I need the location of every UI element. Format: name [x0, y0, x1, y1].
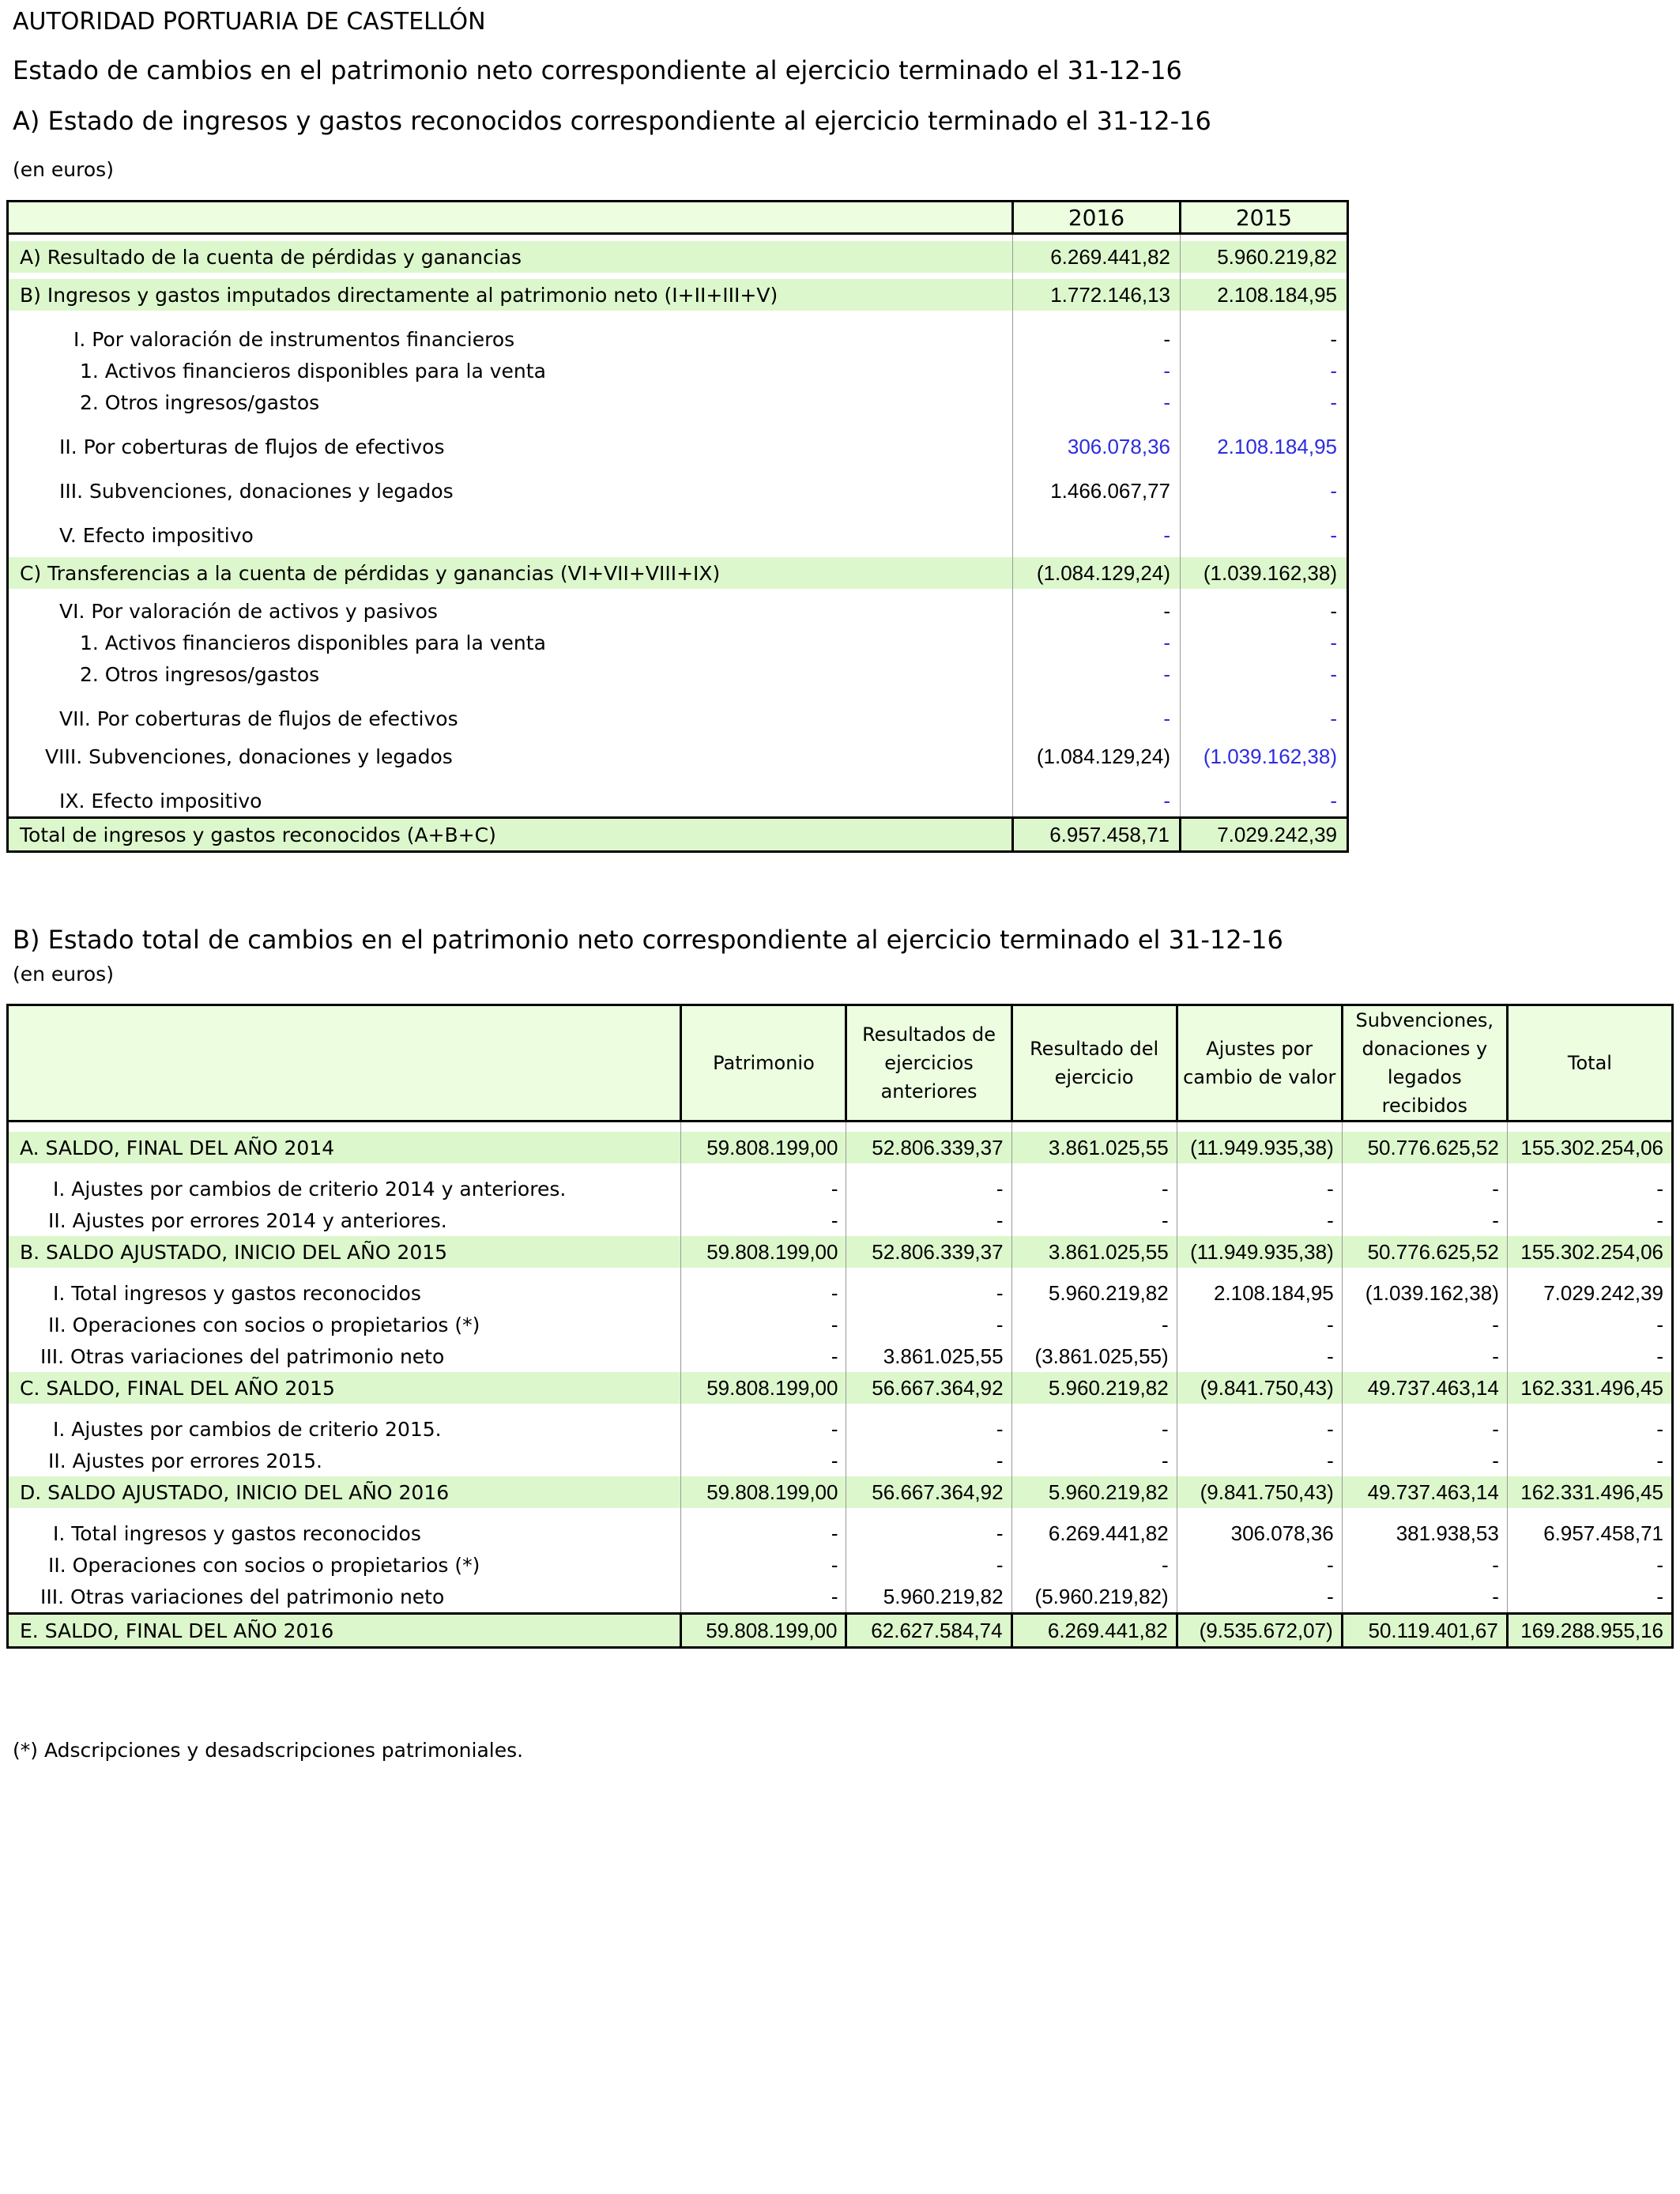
table-header-row: [8, 1005, 1673, 1122]
value-cell: 59.808.199,00: [681, 1236, 846, 1268]
value-cell: -: [1011, 1413, 1177, 1445]
value-cell: 155.302.254,06: [1507, 1236, 1672, 1268]
value-2015: 2.108.184,95: [1181, 279, 1348, 311]
value-cell: 3.861.025,55: [1011, 1236, 1177, 1268]
value-cell: 56.667.364,92: [846, 1476, 1011, 1508]
equity-changes-table: [6, 1004, 1674, 1649]
table-row: [8, 386, 1348, 418]
value-2015: (1.039.162,38): [1181, 557, 1348, 589]
value-cell: 50.776.625,52: [1342, 1236, 1507, 1268]
table-header-row: [8, 202, 1348, 234]
value-2015: (1.039.162,38): [1181, 741, 1348, 772]
value-cell: 162.331.496,45: [1507, 1476, 1672, 1508]
value-cell: -: [1507, 1549, 1672, 1581]
value-cell: (1.039.162,38): [1342, 1277, 1507, 1309]
value-2016: (1.084.129,24): [1013, 741, 1181, 772]
value-cell: -: [846, 1413, 1011, 1445]
value-2015: 7.029.242,39: [1181, 818, 1348, 852]
value-2015: -: [1181, 519, 1348, 551]
column-header: Resultados de ejercicios anteriores: [846, 1005, 1011, 1122]
value-2016: -: [1013, 386, 1181, 418]
table-row: [8, 355, 1348, 386]
value-2016: 6.957.458,71: [1013, 818, 1181, 852]
value-cell: (11.949.935,38): [1177, 1236, 1342, 1268]
footnote: (*) Adscripciones y desadscripciones patrimoniales.: [13, 1739, 524, 1762]
table-row: [8, 1204, 1673, 1236]
value-cell: -: [1342, 1445, 1507, 1476]
row-label: 1. Activos financieros disponibles para la venta: [80, 359, 546, 383]
value-cell: -: [846, 1445, 1011, 1476]
value-cell: 2.108.184,95: [1177, 1277, 1342, 1309]
table-row: [8, 519, 1348, 551]
table-row: [8, 323, 1348, 355]
header-blank-cell: [8, 202, 1013, 234]
value-cell: -: [1177, 1173, 1342, 1204]
column-header: Resultado del ejercicio: [1011, 1005, 1177, 1122]
row-label: VII. Por coberturas de flujos de efectivos: [59, 707, 458, 730]
row-label: IX. Efecto impositivo: [59, 789, 262, 812]
value-cell: 50.776.625,52: [1342, 1132, 1507, 1163]
column-header-2015: 2015: [1181, 202, 1348, 234]
total-row: [8, 818, 1348, 852]
unit-label-a: (en euros): [13, 158, 114, 181]
table-row: [8, 279, 1348, 311]
value-2016: -: [1013, 658, 1181, 690]
value-cell: -: [681, 1517, 846, 1549]
value-2015: -: [1181, 627, 1348, 658]
row-label: B) Ingresos y gastos imputados directamente al patrimonio neto (I+II+III+V): [8, 279, 1013, 311]
value-cell: 59.808.199,00: [681, 1476, 846, 1508]
income-expense-table: [6, 200, 1349, 853]
value-2016: -: [1013, 519, 1181, 551]
table-row: [8, 1581, 1673, 1614]
row-label: V. Efecto impositivo: [59, 523, 254, 547]
value-2016: -: [1013, 323, 1181, 355]
value-cell: -: [846, 1309, 1011, 1340]
table-row: [8, 1476, 1673, 1508]
value-2016: -: [1013, 627, 1181, 658]
value-2016: -: [1013, 703, 1181, 734]
column-header-2016: 2016: [1013, 202, 1181, 234]
row-label: D. SALDO AJUSTADO, INICIO DEL AÑO 2016: [8, 1476, 681, 1508]
table-row: [8, 785, 1348, 818]
row-label: VIII. Subvenciones, donaciones y legados: [45, 745, 453, 768]
value-cell: -: [681, 1581, 846, 1614]
value-cell: (9.535.672,07): [1177, 1614, 1342, 1648]
value-cell: -: [1507, 1204, 1672, 1236]
value-cell: -: [1177, 1581, 1342, 1614]
value-cell: -: [1177, 1309, 1342, 1340]
table-row: [8, 741, 1348, 772]
row-label: A. SALDO, FINAL DEL AÑO 2014: [8, 1132, 681, 1163]
section-a-title: A) Estado de ingresos y gastos reconocidos correspondiente al ejercicio terminado el 31-12-16: [13, 106, 1211, 136]
value-cell: -: [846, 1517, 1011, 1549]
value-cell: -: [681, 1204, 846, 1236]
value-2015: 2.108.184,95: [1181, 431, 1348, 462]
row-label: III. Otras variaciones del patrimonio neto: [40, 1344, 445, 1368]
row-label: I. Total ingresos y gastos reconocidos: [53, 1521, 421, 1545]
value-cell: -: [1507, 1173, 1672, 1204]
value-cell: -: [846, 1549, 1011, 1581]
value-2016: 1.772.146,13: [1013, 279, 1181, 311]
value-cell: -: [1342, 1549, 1507, 1581]
table-row: [8, 1277, 1673, 1309]
table-row: [8, 1549, 1673, 1581]
value-2015: -: [1181, 703, 1348, 734]
value-cell: -: [681, 1309, 846, 1340]
row-label: III. Subvenciones, donaciones y legados: [59, 479, 454, 503]
value-2016: -: [1013, 595, 1181, 627]
table-row: [8, 703, 1348, 734]
value-2015: -: [1181, 595, 1348, 627]
value-2015: -: [1181, 386, 1348, 418]
value-cell: -: [846, 1277, 1011, 1309]
value-cell: -: [1507, 1413, 1672, 1445]
value-cell: 59.808.199,00: [681, 1132, 846, 1163]
value-cell: 52.806.339,37: [846, 1132, 1011, 1163]
value-cell: -: [1177, 1549, 1342, 1581]
row-label: B. SALDO AJUSTADO, INICIO DEL AÑO 2015: [8, 1236, 681, 1268]
value-2015: -: [1181, 355, 1348, 386]
table-row: [8, 627, 1348, 658]
value-cell: 5.960.219,82: [1011, 1372, 1177, 1404]
value-cell: 52.806.339,37: [846, 1236, 1011, 1268]
value-cell: -: [1177, 1445, 1342, 1476]
document-title: Estado de cambios en el patrimonio neto correspondiente al ejercicio terminado el 31-12-16: [13, 55, 1182, 85]
value-cell: 49.737.463,14: [1342, 1476, 1507, 1508]
value-cell: -: [1507, 1581, 1672, 1614]
value-2015: 5.960.219,82: [1181, 241, 1348, 273]
value-2016: 1.466.067,77: [1013, 475, 1181, 507]
value-cell: -: [681, 1173, 846, 1204]
value-cell: 56.667.364,92: [846, 1372, 1011, 1404]
table-row: [8, 658, 1348, 690]
value-2016: 6.269.441,82: [1013, 241, 1181, 273]
value-cell: -: [1342, 1173, 1507, 1204]
table-row: [8, 557, 1348, 589]
table-row: [8, 1132, 1673, 1163]
value-cell: 6.269.441,82: [1011, 1614, 1177, 1648]
value-cell: -: [1342, 1413, 1507, 1445]
value-2015: -: [1181, 785, 1348, 818]
value-cell: 59.808.199,00: [681, 1614, 846, 1648]
row-label: II. Operaciones con socios o propietarios (*): [48, 1553, 480, 1577]
column-header: Total: [1507, 1005, 1672, 1122]
row-label: Total de ingresos y gastos reconocidos (A+B+C): [8, 818, 1013, 852]
value-cell: -: [681, 1340, 846, 1372]
value-cell: (9.841.750,43): [1177, 1372, 1342, 1404]
table-row: [8, 241, 1348, 273]
column-header: Patrimonio: [681, 1005, 846, 1122]
table-row: [8, 1445, 1673, 1476]
value-cell: 6.957.458,71: [1507, 1517, 1672, 1549]
header-blank-cell: [8, 1005, 681, 1122]
value-cell: -: [1507, 1445, 1672, 1476]
value-cell: 62.627.584,74: [846, 1614, 1011, 1648]
value-cell: (3.861.025,55): [1011, 1340, 1177, 1372]
value-cell: 7.029.242,39: [1507, 1277, 1672, 1309]
table-row: [8, 1309, 1673, 1340]
value-2015: -: [1181, 658, 1348, 690]
table-row: [8, 1173, 1673, 1204]
value-cell: -: [681, 1277, 846, 1309]
value-cell: -: [681, 1413, 846, 1445]
value-cell: -: [1342, 1340, 1507, 1372]
value-cell: -: [1177, 1340, 1342, 1372]
row-label: III. Otras variaciones del patrimonio neto: [40, 1585, 445, 1608]
value-cell: 3.861.025,55: [846, 1340, 1011, 1372]
value-cell: -: [1342, 1581, 1507, 1614]
row-label: II. Ajustes por errores 2014 y anteriores.: [48, 1208, 447, 1232]
table-row: [8, 1236, 1673, 1268]
total-row: [8, 1614, 1673, 1648]
value-cell: (5.960.219,82): [1011, 1581, 1177, 1614]
value-cell: 6.269.441,82: [1011, 1517, 1177, 1549]
row-label: 2. Otros ingresos/gastos: [80, 390, 320, 414]
row-label: VI. Por valoración de activos y pasivos: [59, 599, 438, 623]
row-label: I. Total ingresos y gastos reconocidos: [53, 1281, 421, 1305]
row-label: A) Resultado de la cuenta de pérdidas y ganancias: [8, 241, 1013, 273]
value-cell: -: [1011, 1173, 1177, 1204]
value-cell: 306.078,36: [1177, 1517, 1342, 1549]
value-cell: -: [1507, 1340, 1672, 1372]
value-2015: -: [1181, 323, 1348, 355]
row-label: C. SALDO, FINAL DEL AÑO 2015: [8, 1372, 681, 1404]
value-cell: -: [1011, 1309, 1177, 1340]
value-cell: -: [1507, 1309, 1672, 1340]
value-cell: 162.331.496,45: [1507, 1372, 1672, 1404]
value-cell: 50.119.401,67: [1342, 1614, 1507, 1648]
row-label: C) Transferencias a la cuenta de pérdidas y ganancias (VI+VII+VIII+IX): [8, 557, 1013, 589]
value-cell: 3.861.025,55: [1011, 1132, 1177, 1163]
value-cell: -: [1177, 1413, 1342, 1445]
value-2015: -: [1181, 475, 1348, 507]
table-row: [8, 431, 1348, 462]
value-2016: -: [1013, 785, 1181, 818]
value-2016: (1.084.129,24): [1013, 557, 1181, 589]
value-cell: 155.302.254,06: [1507, 1132, 1672, 1163]
value-cell: -: [1011, 1204, 1177, 1236]
value-cell: -: [846, 1173, 1011, 1204]
value-cell: 381.938,53: [1342, 1517, 1507, 1549]
value-cell: -: [681, 1445, 846, 1476]
value-cell: -: [846, 1204, 1011, 1236]
value-2016: 306.078,36: [1013, 431, 1181, 462]
value-cell: -: [1342, 1204, 1507, 1236]
value-cell: 49.737.463,14: [1342, 1372, 1507, 1404]
organization-name: AUTORIDAD PORTUARIA DE CASTELLÓN: [13, 8, 486, 36]
table-row: [8, 595, 1348, 627]
value-cell: (9.841.750,43): [1177, 1476, 1342, 1508]
column-header: Subvenciones, donaciones y legados recibidos: [1342, 1005, 1507, 1122]
value-cell: -: [681, 1549, 846, 1581]
value-cell: -: [1011, 1549, 1177, 1581]
table-row: [8, 1517, 1673, 1549]
row-label: II. Operaciones con socios o propietarios (*): [48, 1313, 480, 1336]
table-row: [8, 1372, 1673, 1404]
value-cell: 5.960.219,82: [1011, 1476, 1177, 1508]
row-label: I. Por valoración de instrumentos financieros: [73, 327, 515, 351]
value-cell: 5.960.219,82: [846, 1581, 1011, 1614]
table-row: [8, 1340, 1673, 1372]
value-cell: -: [1342, 1309, 1507, 1340]
row-label: II. Ajustes por errores 2015.: [48, 1449, 322, 1472]
section-b-title: B) Estado total de cambios en el patrimonio neto correspondiente al ejercicio terminado el 31-12-16: [13, 925, 1283, 955]
row-label: I. Ajustes por cambios de criterio 2015.: [53, 1417, 442, 1441]
value-cell: -: [1177, 1204, 1342, 1236]
row-label: 2. Otros ingresos/gastos: [80, 662, 320, 686]
table-row: [8, 475, 1348, 507]
value-cell: 59.808.199,00: [681, 1372, 846, 1404]
value-2016: -: [1013, 355, 1181, 386]
value-cell: (11.949.935,38): [1177, 1132, 1342, 1163]
unit-label-b: (en euros): [13, 963, 114, 986]
value-cell: 5.960.219,82: [1011, 1277, 1177, 1309]
row-label: 1. Activos financieros disponibles para la venta: [80, 631, 546, 654]
row-label: II. Por coberturas de flujos de efectivos: [59, 435, 445, 458]
column-header: Ajustes por cambio de valor: [1177, 1005, 1342, 1122]
value-cell: -: [1011, 1445, 1177, 1476]
row-label: E. SALDO, FINAL DEL AÑO 2016: [8, 1614, 681, 1648]
table-row: [8, 1413, 1673, 1445]
row-label: I. Ajustes por cambios de criterio 2014 y anteriores.: [53, 1177, 567, 1201]
value-cell: 169.288.955,16: [1507, 1614, 1672, 1648]
